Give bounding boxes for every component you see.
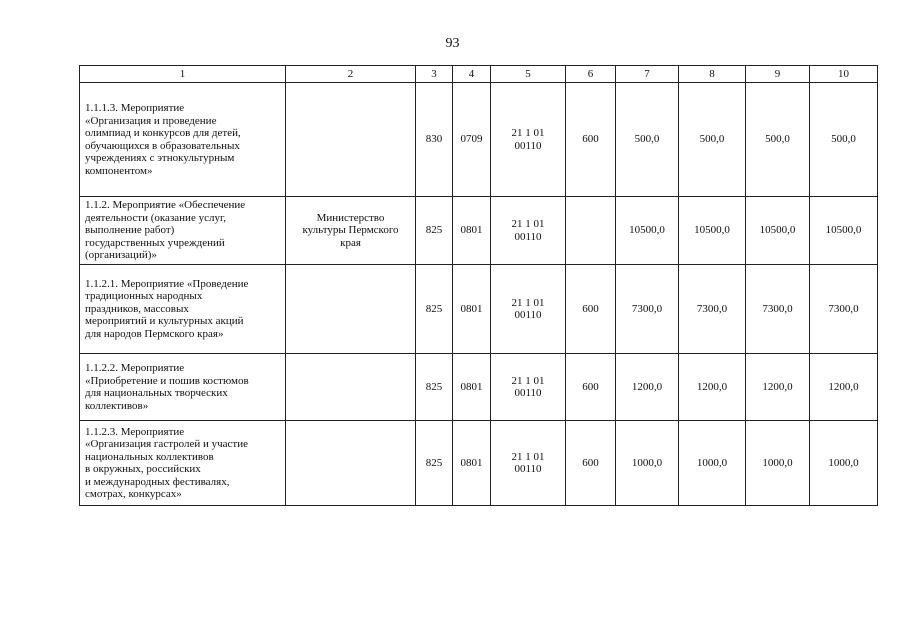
column-header: 3 (416, 66, 453, 83)
column-header: 5 (491, 66, 566, 83)
csr-cell: 21 1 01 00110 (491, 354, 566, 421)
responsible-cell (286, 354, 416, 421)
rzpr-cell: 0709 (453, 83, 491, 197)
amount-cell: 1200,0 (810, 354, 878, 421)
responsible-cell (286, 421, 416, 506)
header-row (80, 66, 878, 83)
amount-cell: 7300,0 (810, 265, 878, 354)
column-header: 2 (286, 66, 416, 83)
column-header: 6 (566, 66, 616, 83)
csr-cell: 21 1 01 00110 (491, 83, 566, 197)
table-row (80, 197, 878, 265)
grbs-cell: 825 (416, 421, 453, 506)
grbs-cell: 825 (416, 354, 453, 421)
rzpr-cell: 0801 (453, 265, 491, 354)
amount-cell: 500,0 (810, 83, 878, 197)
activity-name-cell: 1.1.2.2. Мероприятие «Приобретение и пошив костюмов для национальных творческих коллективов» (80, 354, 286, 421)
amount-cell: 7300,0 (679, 265, 746, 354)
amount-cell: 7300,0 (746, 265, 810, 354)
csr-cell: 21 1 01 00110 (491, 265, 566, 354)
table-row (80, 421, 878, 506)
column-header: 4 (453, 66, 491, 83)
rzpr-cell: 0801 (453, 354, 491, 421)
table-row (80, 354, 878, 421)
amount-cell: 1000,0 (746, 421, 810, 506)
vr-cell: 600 (566, 354, 616, 421)
amount-cell: 1200,0 (746, 354, 810, 421)
rzpr-cell: 0801 (453, 421, 491, 506)
amount-cell: 1200,0 (679, 354, 746, 421)
column-header: 1 (80, 66, 286, 83)
amount-cell: 10500,0 (810, 197, 878, 265)
amount-cell: 1000,0 (810, 421, 878, 506)
amount-cell: 10500,0 (746, 197, 810, 265)
amount-cell: 1000,0 (616, 421, 679, 506)
activity-name-cell: 1.1.2.3. Мероприятие «Организация гастролей и участие национальных коллективов в окружных, российских и международных фестивалях, смотрах, конкурсах» (80, 421, 286, 506)
page-number: 93 (445, 36, 460, 51)
csr-cell: 21 1 01 00110 (491, 197, 566, 265)
csr-cell: 21 1 01 00110 (491, 421, 566, 506)
amount-cell: 500,0 (746, 83, 810, 197)
amount-cell: 500,0 (616, 83, 679, 197)
column-header: 9 (746, 66, 810, 83)
responsible-cell: Министерство культуры Пермского края (286, 197, 416, 265)
responsible-cell (286, 83, 416, 197)
grbs-cell: 825 (416, 197, 453, 265)
amount-cell: 10500,0 (679, 197, 746, 265)
budget-table (79, 65, 878, 506)
activity-name-cell: 1.1.2. Мероприятие «Обеспечение деятельности (оказание услуг, выполнение работ) государственных учреждений (организаций)» (80, 197, 286, 265)
amount-cell: 1000,0 (679, 421, 746, 506)
column-header: 8 (679, 66, 746, 83)
vr-cell: 600 (566, 83, 616, 197)
vr-cell (566, 197, 616, 265)
vr-cell: 600 (566, 421, 616, 506)
amount-cell: 1200,0 (616, 354, 679, 421)
vr-cell: 600 (566, 265, 616, 354)
table-row (80, 83, 878, 197)
responsible-cell (286, 265, 416, 354)
column-header: 7 (616, 66, 679, 83)
grbs-cell: 830 (416, 83, 453, 197)
rzpr-cell: 0801 (453, 197, 491, 265)
activity-name-cell: 1.1.1.3. Мероприятие «Организация и проведение олимпиад и конкурсов для детей, обучающихся в образовательных учреждениях с этнокультурным компонентом» (80, 83, 286, 197)
column-header: 10 (810, 66, 878, 83)
table-row (80, 265, 878, 354)
grbs-cell: 825 (416, 265, 453, 354)
amount-cell: 7300,0 (616, 265, 679, 354)
activity-name-cell: 1.1.2.1. Мероприятие «Проведение традиционных народных праздников, массовых мероприятий и культурных акций для народов Пермского края» (80, 265, 286, 354)
amount-cell: 500,0 (679, 83, 746, 197)
amount-cell: 10500,0 (616, 197, 679, 265)
